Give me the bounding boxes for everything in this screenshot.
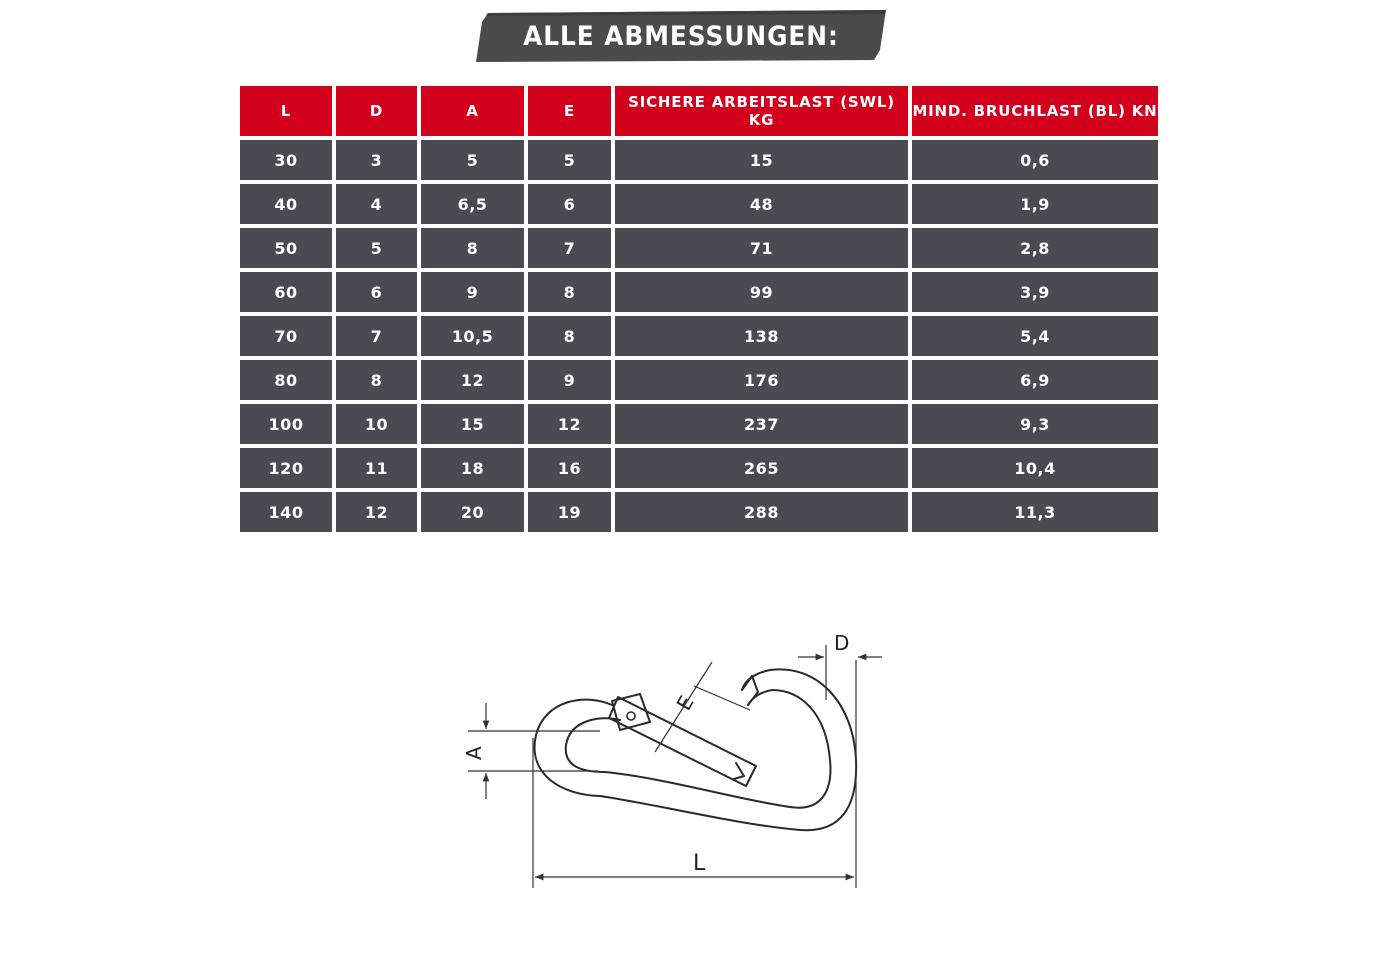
- header-e: E: [528, 86, 611, 136]
- cell-bl: 10,4: [912, 448, 1158, 488]
- cell-e: 19: [528, 492, 611, 532]
- label-d: D: [834, 631, 850, 655]
- table-row: [240, 184, 1158, 224]
- cell-d: 11: [336, 448, 417, 488]
- header-d: D: [336, 86, 417, 136]
- carabiner-gate: [609, 697, 756, 786]
- table-header-row: [240, 86, 1158, 136]
- table-row: [240, 404, 1158, 444]
- cell-bl: 3,9: [912, 272, 1158, 312]
- cell-bl: 5,4: [912, 316, 1158, 356]
- label-l: L: [693, 851, 706, 876]
- cell-d: 8: [336, 360, 417, 400]
- snap-hook-carabiner-icon: [450, 620, 900, 900]
- dimensions-table: [236, 82, 1162, 536]
- cell-swl: 48: [615, 184, 908, 224]
- table-row: [240, 448, 1158, 488]
- rivet-icon: [627, 712, 635, 720]
- cell-e: 12: [528, 404, 611, 444]
- cell-d: 10: [336, 404, 417, 444]
- carabiner-gate-notch: [734, 763, 744, 779]
- cell-a: 20: [421, 492, 524, 532]
- cell-e: 9: [528, 360, 611, 400]
- cell-d: 4: [336, 184, 417, 224]
- cell-a: 10,5: [421, 316, 524, 356]
- title-banner: [474, 10, 888, 62]
- table-row: [240, 228, 1158, 268]
- cell-swl: 288: [615, 492, 908, 532]
- cell-a: 12: [421, 360, 524, 400]
- cell-a: 8: [421, 228, 524, 268]
- cell-a: 9: [421, 272, 524, 312]
- cell-l: 40: [240, 184, 332, 224]
- table-row: [240, 492, 1158, 532]
- cell-d: 6: [336, 272, 417, 312]
- cell-a: 6,5: [421, 184, 524, 224]
- cell-d: 3: [336, 140, 417, 180]
- carabiner-inner-contour: [566, 690, 831, 808]
- cell-l: 30: [240, 140, 332, 180]
- cell-swl: 176: [615, 360, 908, 400]
- table-row: [240, 272, 1158, 312]
- cell-d: 5: [336, 228, 417, 268]
- cell-swl: 15: [615, 140, 908, 180]
- label-e: E: [671, 691, 699, 715]
- cell-swl: 138: [615, 316, 908, 356]
- cell-e: 6: [528, 184, 611, 224]
- cell-bl: 6,9: [912, 360, 1158, 400]
- cell-l: 50: [240, 228, 332, 268]
- cell-e: 5: [528, 140, 611, 180]
- table-row: [240, 140, 1158, 180]
- cell-e: 7: [528, 228, 611, 268]
- cell-e: 16: [528, 448, 611, 488]
- cell-l: 70: [240, 316, 332, 356]
- header-a: A: [421, 86, 524, 136]
- table-row: [240, 360, 1158, 400]
- cell-swl: 265: [615, 448, 908, 488]
- cell-swl: 99: [615, 272, 908, 312]
- label-a: A: [462, 746, 486, 760]
- cell-l: 140: [240, 492, 332, 532]
- page-title: ALLE ABMESSUNGEN:: [523, 20, 839, 52]
- table-row: [240, 316, 1158, 356]
- cell-a: 18: [421, 448, 524, 488]
- cell-bl: 11,3: [912, 492, 1158, 532]
- header-l: L: [240, 86, 332, 136]
- cell-d: 7: [336, 316, 417, 356]
- cell-l: 60: [240, 272, 332, 312]
- header-bl: MIND. BRUCHLAST (BL) KN: [912, 86, 1158, 136]
- cell-bl: 2,8: [912, 228, 1158, 268]
- cell-swl: 237: [615, 404, 908, 444]
- cell-bl: 1,9: [912, 184, 1158, 224]
- cell-l: 120: [240, 448, 332, 488]
- cell-e: 8: [528, 316, 611, 356]
- cell-e: 8: [528, 272, 611, 312]
- cell-l: 80: [240, 360, 332, 400]
- cell-d: 12: [336, 492, 417, 532]
- cell-bl: 9,3: [912, 404, 1158, 444]
- header-swl: SICHERE ARBEITSLAST (SWL) KG: [615, 86, 908, 136]
- cell-bl: 0,6: [912, 140, 1158, 180]
- cell-swl: 71: [615, 228, 908, 268]
- cell-l: 100: [240, 404, 332, 444]
- cell-a: 15: [421, 404, 524, 444]
- cell-a: 5: [421, 140, 524, 180]
